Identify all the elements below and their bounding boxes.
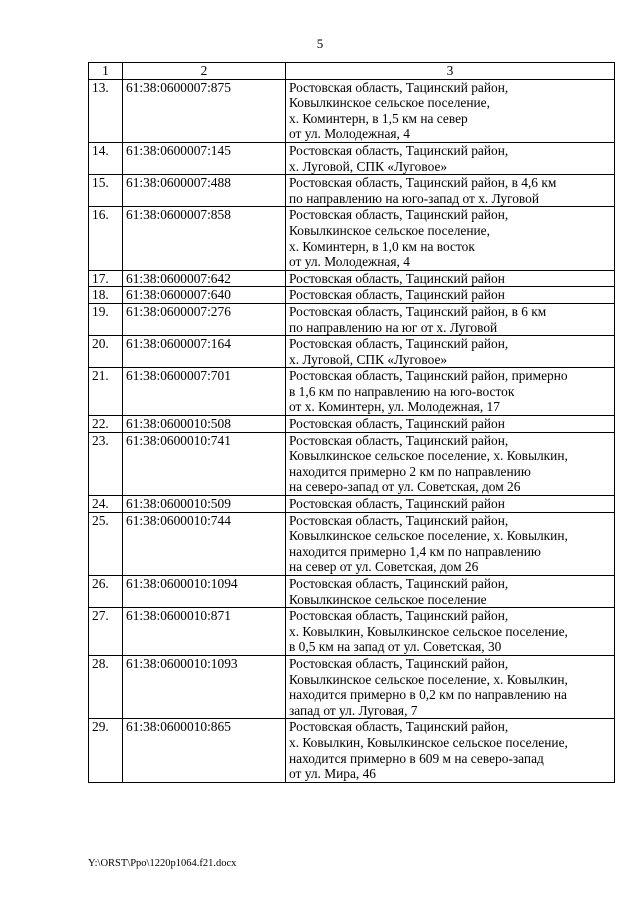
table-row — [89, 432, 615, 495]
address-line: Ковылкинское сельское поселение, х. Ковылкин, — [289, 528, 568, 544]
address-cell — [286, 496, 615, 513]
address-line: находится примерно 1,4 км по направлению — [289, 543, 541, 559]
row-number: 27. — [89, 608, 123, 656]
table-row — [89, 336, 615, 368]
cadastral-number: 61:38:0600007:145 — [123, 142, 286, 174]
address-line: находится примерно в 0,2 км по направлению на — [289, 687, 567, 703]
address-cell — [286, 432, 615, 495]
address-cell — [286, 287, 615, 304]
table-row — [89, 175, 615, 207]
cadastral-number: 61:38:0600010:1094 — [123, 576, 286, 608]
row-number: 17. — [89, 270, 123, 287]
address-line: запад от ул. Луговая, 7 — [289, 702, 418, 718]
table-row — [89, 576, 615, 608]
address-line: Ростовская область, Тацинский район — [289, 416, 505, 432]
table-row — [89, 512, 615, 575]
address-line: Ростовская область, Тацинский район — [289, 496, 505, 512]
row-number: 13. — [89, 79, 123, 142]
footer-file-path: Y:\ORST\Ppo\1220p1064.f21.docx — [88, 858, 237, 869]
column-header-cadastral: 2 — [123, 63, 286, 80]
address-line: Ростовская область, Тацинский район, — [289, 207, 509, 223]
cadastral-number: 61:38:0600007:701 — [123, 368, 286, 416]
address-line: на север от ул. Советская, дом 26 — [289, 559, 479, 575]
column-header-address: 3 — [286, 63, 615, 80]
address-line: Ростовская область, Тацинский район, примерно — [289, 368, 568, 384]
address-line: Ковылкинское сельское поселение, х. Ковылкин, — [289, 448, 568, 464]
table-row — [89, 719, 615, 782]
address-line: Ростовская область, Тацинский район, — [289, 336, 509, 352]
address-line: от х. Коминтерн, ул. Молодежная, 17 — [289, 399, 500, 415]
table-row — [89, 655, 615, 718]
row-number: 19. — [89, 303, 123, 335]
address-line: Ковылкинское сельское поселение, — [289, 222, 490, 238]
cadastral-number: 61:38:0600007:858 — [123, 207, 286, 270]
cadastral-number: 61:38:0600007:875 — [123, 79, 286, 142]
address-cell — [286, 416, 615, 433]
address-line: Ростовская область, Тацинский район, в 4,6 км — [289, 175, 557, 191]
address-line: Ростовская область, Тацинский район, — [289, 79, 509, 95]
row-number: 15. — [89, 175, 123, 207]
table-row — [89, 303, 615, 335]
address-line: х. Луговой, СПК «Луговое» — [289, 351, 448, 367]
table-row — [89, 79, 615, 142]
table-row — [89, 496, 615, 513]
address-cell — [286, 79, 615, 142]
address-line: в 0,5 км на запад от ул. Советская, 30 — [289, 639, 502, 655]
address-cell — [286, 368, 615, 416]
address-line: Ростовская область, Тацинский район, в 6 км — [289, 303, 547, 319]
table-row — [89, 142, 615, 174]
cadastral-number: 61:38:0600007:488 — [123, 175, 286, 207]
address-line: Ростовская область, Тацинский район, — [289, 576, 509, 591]
row-number: 20. — [89, 336, 123, 368]
address-line: х. Ковылкин, Ковылкинское сельское поселение, — [289, 623, 568, 639]
land-plot-table — [88, 62, 615, 783]
row-number: 29. — [89, 719, 123, 782]
address-line: по направлению на юго-запад от х. Луговой — [289, 190, 540, 206]
address-line: в 1,6 км по направлению на юго-восток — [289, 383, 515, 399]
row-number: 18. — [89, 287, 123, 304]
address-line: от ул. Молодежная, 4 — [289, 254, 410, 270]
address-cell — [286, 608, 615, 656]
address-line: х. Ковылкин, Ковылкинское сельское поселение, — [289, 734, 568, 750]
address-line: Ростовская область, Тацинский район — [289, 287, 505, 303]
cadastral-number: 61:38:0600010:741 — [123, 432, 286, 495]
cadastral-number: 61:38:0600010:865 — [123, 719, 286, 782]
table-row — [89, 368, 615, 416]
address-line: Ростовская область, Тацинский район, — [289, 142, 509, 158]
row-number: 14. — [89, 142, 123, 174]
table-row — [89, 608, 615, 656]
address-line: Ростовская область, Тацинский район — [289, 270, 505, 286]
address-cell — [286, 270, 615, 287]
address-line: Ковылкинское сельское поселение — [289, 591, 487, 607]
cadastral-number: 61:38:0600007:640 — [123, 287, 286, 304]
address-cell — [286, 576, 615, 608]
address-cell — [286, 142, 615, 174]
address-line: Ковылкинское сельское поселение, — [289, 95, 490, 111]
address-cell — [286, 336, 615, 368]
table-row — [89, 207, 615, 270]
address-line: находится примерно 2 км по направлению — [289, 463, 531, 479]
row-number: 28. — [89, 655, 123, 718]
address-line: по направлению на юг от х. Луговой — [289, 319, 498, 335]
address-cell — [286, 512, 615, 575]
address-line: Ростовская область, Тацинский район, — [289, 655, 509, 671]
address-cell — [286, 175, 615, 207]
cadastral-number: 61:38:0600010:744 — [123, 512, 286, 575]
row-number: 25. — [89, 512, 123, 575]
address-cell — [286, 719, 615, 782]
address-line: Ростовская область, Тацинский район, — [289, 608, 509, 624]
address-cell — [286, 655, 615, 718]
row-number: 24. — [89, 496, 123, 513]
column-header-number: 1 — [89, 63, 123, 80]
table-header-row — [89, 63, 615, 80]
address-cell — [286, 207, 615, 270]
address-line: Ростовская область, Тацинский район, — [289, 719, 509, 735]
address-line: х. Коминтерн, в 1,5 км на север — [289, 110, 468, 126]
cadastral-number: 61:38:0600007:642 — [123, 270, 286, 287]
row-number: 26. — [89, 576, 123, 608]
address-line: х. Коминтерн, в 1,0 км на восток — [289, 238, 475, 254]
table-body — [89, 79, 615, 782]
page-number: 5 — [316, 36, 324, 51]
address-line: Ростовская область, Тацинский район, — [289, 432, 509, 448]
cadastral-number: 61:38:0600010:509 — [123, 496, 286, 513]
row-number: 23. — [89, 432, 123, 495]
cadastral-number: 61:38:0600007:276 — [123, 303, 286, 335]
address-cell — [286, 303, 615, 335]
table-row — [89, 287, 615, 304]
address-line: Ростовская область, Тацинский район, — [289, 512, 509, 528]
cadastral-number: 61:38:0600010:1093 — [123, 655, 286, 718]
cadastral-number: 61:38:0600010:871 — [123, 608, 286, 656]
row-number: 22. — [89, 416, 123, 433]
address-line: от ул. Молодежная, 4 — [289, 126, 410, 142]
row-number: 21. — [89, 368, 123, 416]
table-row — [89, 416, 615, 433]
cadastral-number: 61:38:0600010:508 — [123, 416, 286, 433]
address-line: х. Луговой, СПК «Луговое» — [289, 158, 448, 174]
table-row — [89, 270, 615, 287]
address-line: на северо-запад от ул. Советская, дом 26 — [289, 479, 521, 495]
address-line: находится примерно в 609 м на северо-запад — [289, 750, 544, 766]
address-line: от ул. Мира, 46 — [289, 766, 376, 782]
cadastral-number: 61:38:0600007:164 — [123, 336, 286, 368]
row-number: 16. — [89, 207, 123, 270]
address-line: Ковылкинское сельское поселение, х. Ковылкин, — [289, 671, 568, 687]
